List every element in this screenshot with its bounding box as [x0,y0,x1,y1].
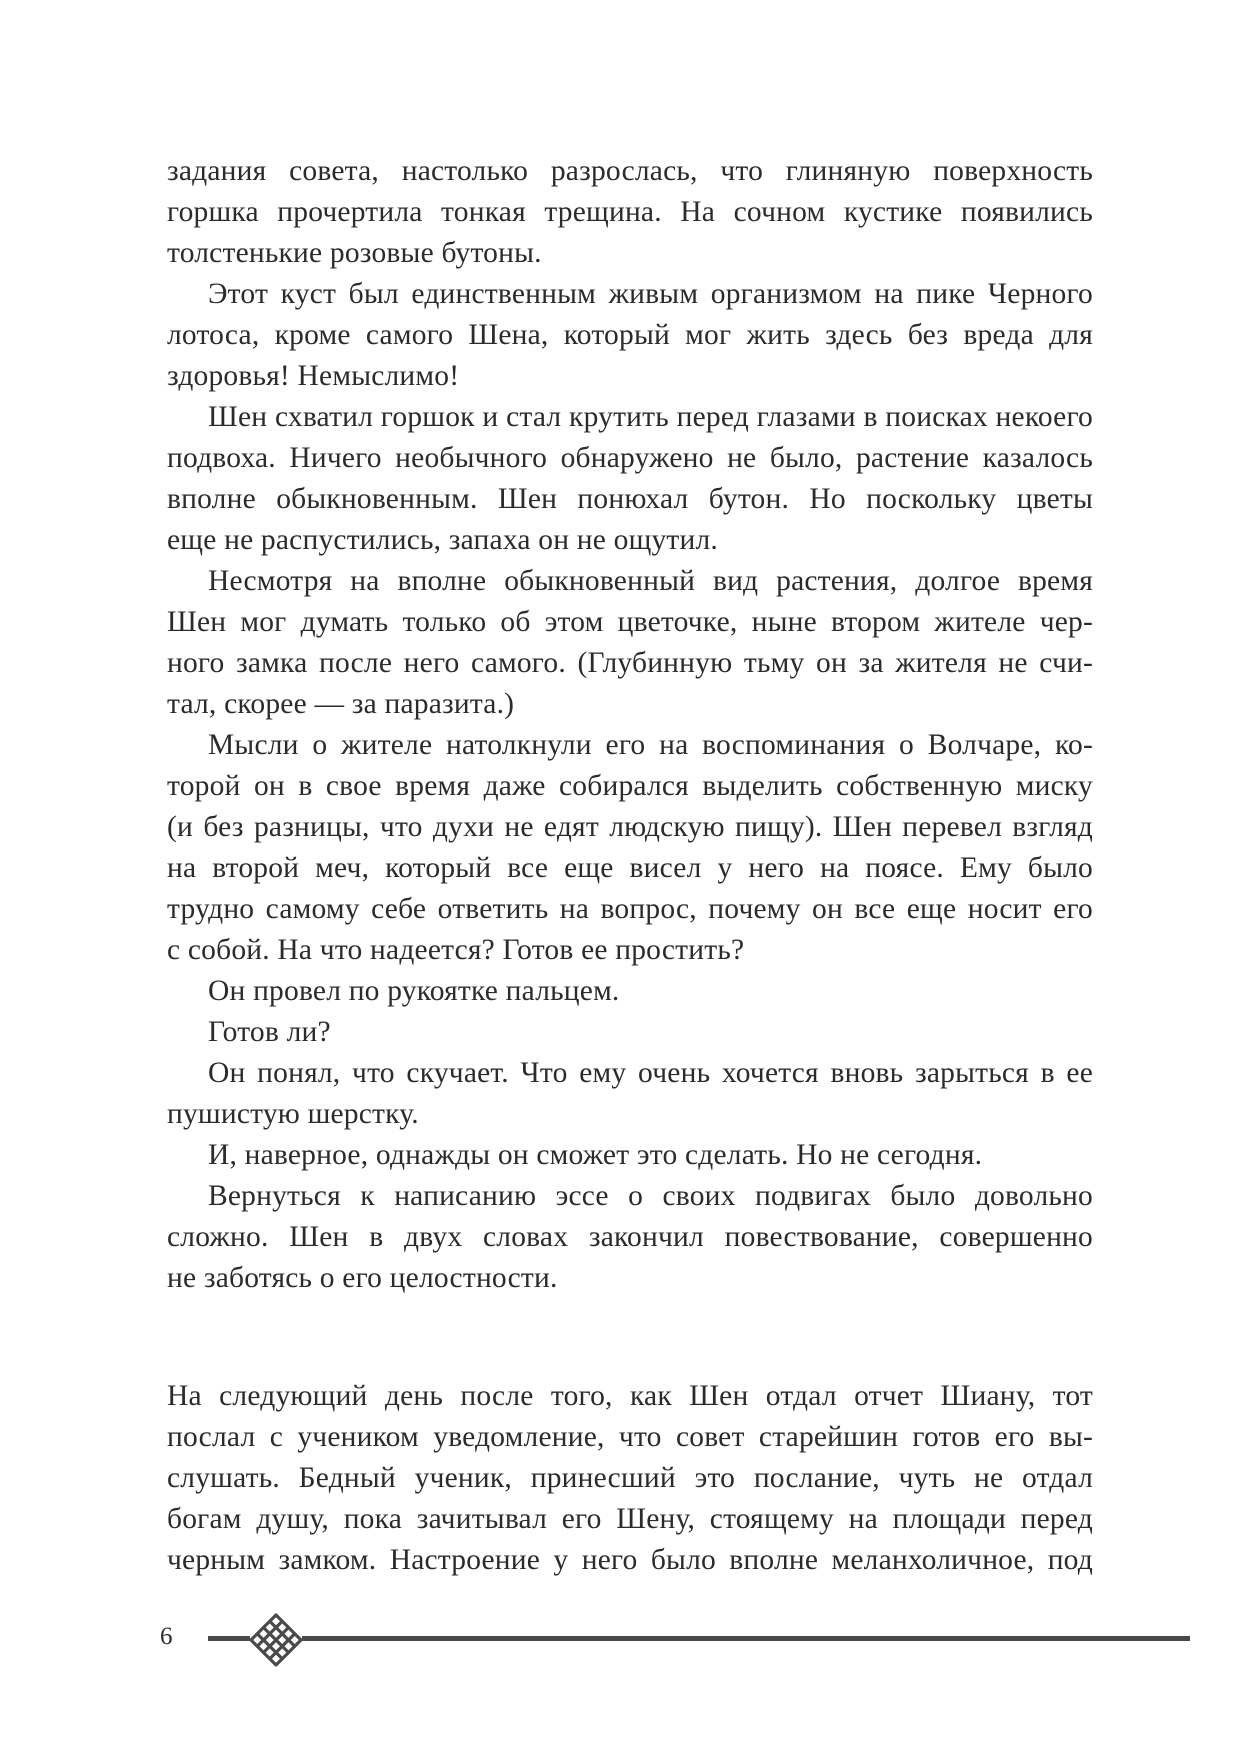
text-line: не заботясь о его целостности. [167,1262,558,1294]
page-number: 6 [160,1623,173,1650]
text-line: И, наверное, однажды он сможет это сделать. Но не сегодня. [208,1139,983,1171]
text-line: Готов ли? [208,1016,331,1048]
text-line: толстенькие розовые бутоны. [167,237,542,269]
paragraph [167,1135,1093,1176]
text-line: Он провел по рукоятке пальцем. [208,975,620,1007]
text-line: трудно самому себе ответить на вопрос, почему он все еще носит его [167,893,1093,925]
paragraph [167,151,1093,274]
paragraph [167,1376,1093,1581]
text-line: торой он в свое время даже собирался выделить собственную миску [167,770,1093,802]
text-line: тал, скорее — за паразита.) [167,688,515,720]
text-line: с собой. На что надеется? Готов ее простить? [167,934,745,966]
text-line: еще не распустились, запаха он не ощутил. [167,524,719,556]
text-line: ного замка после него самого. (Глубинную тьму он за жителя не счи- [167,647,1093,679]
paragraph [167,1176,1093,1299]
paragraph [167,1012,1093,1053]
text-line: Этот куст был единственным живым организмом на пике Черного [208,278,1093,310]
footer-rule-right [302,1636,1190,1641]
text-line: Вернуться к написанию эссе о своих подвигах было довольно [208,1180,1093,1212]
text-line: лотоса, кроме самого Шена, который мог жить здесь без вреда для [167,319,1093,351]
paragraph [167,397,1093,561]
text-line: Шен мог думать только об этом цветочке, ныне втором жителе чер- [167,606,1093,638]
text-line: задания совета, настолько разрослась, что глиняную поверхность [167,155,1093,187]
paragraph [167,971,1093,1012]
text-line: пушистую шерстку. [167,1098,419,1130]
page-footer [160,1620,1190,1660]
endless-knot-icon [248,1612,304,1668]
text-line: подвоха. Ничего необычного обнаружено не было, растение казалось [167,442,1093,474]
text-line: горшка прочертила тонкая трещина. На сочном кустике появились [167,196,1093,228]
text-line: черным замком. Настроение у него было вполне меланхоличное, под [167,1544,1093,1576]
text-line: на второй меч, который все еще висел у него на поясе. Ему было [167,852,1093,884]
paragraph [167,725,1093,971]
paragraph [167,274,1093,397]
text-section-2 [167,1376,1093,1581]
text-line: сложно. Шен в двух словах закончил повествование, совершенно [167,1221,1093,1253]
text-line: послал с учеником уведомление, что совет старейшин готов его вы- [167,1421,1093,1453]
text-line: богам душу, пока зачитывал его Шену, стоящему на площади перед [167,1503,1093,1535]
paragraph [167,1053,1093,1135]
text-line: здоровья! Немыслимо! [167,360,460,392]
text-line: Мысли о жителе натолкнули его на воспоминания о Волчаре, ко- [208,729,1093,761]
paragraph [167,561,1093,725]
text-line: слушать. Бедный ученик, принесший это послание, чуть не отдал [167,1462,1093,1494]
text-line: Несмотря на вполне обыкновенный вид растения, долгое время [208,565,1093,597]
text-line: Шен схватил горшок и стал крутить перед глазами в поисках некоего [208,401,1093,433]
text-section-1 [167,151,1093,1299]
text-line: вполне обыкновенным. Шен понюхал бутон. Но поскольку цветы [167,483,1093,515]
text-line: Он понял, что скучает. Что ему очень хочется вновь зарыться в ее [208,1057,1093,1089]
footer-rule-left [208,1636,250,1641]
text-line: (и без разницы, что духи не едят людскую пищу). Шен перевел взгляд [167,811,1093,843]
text-line: На следующий день после того, как Шен отдал отчет Шиану, тот [167,1380,1093,1412]
